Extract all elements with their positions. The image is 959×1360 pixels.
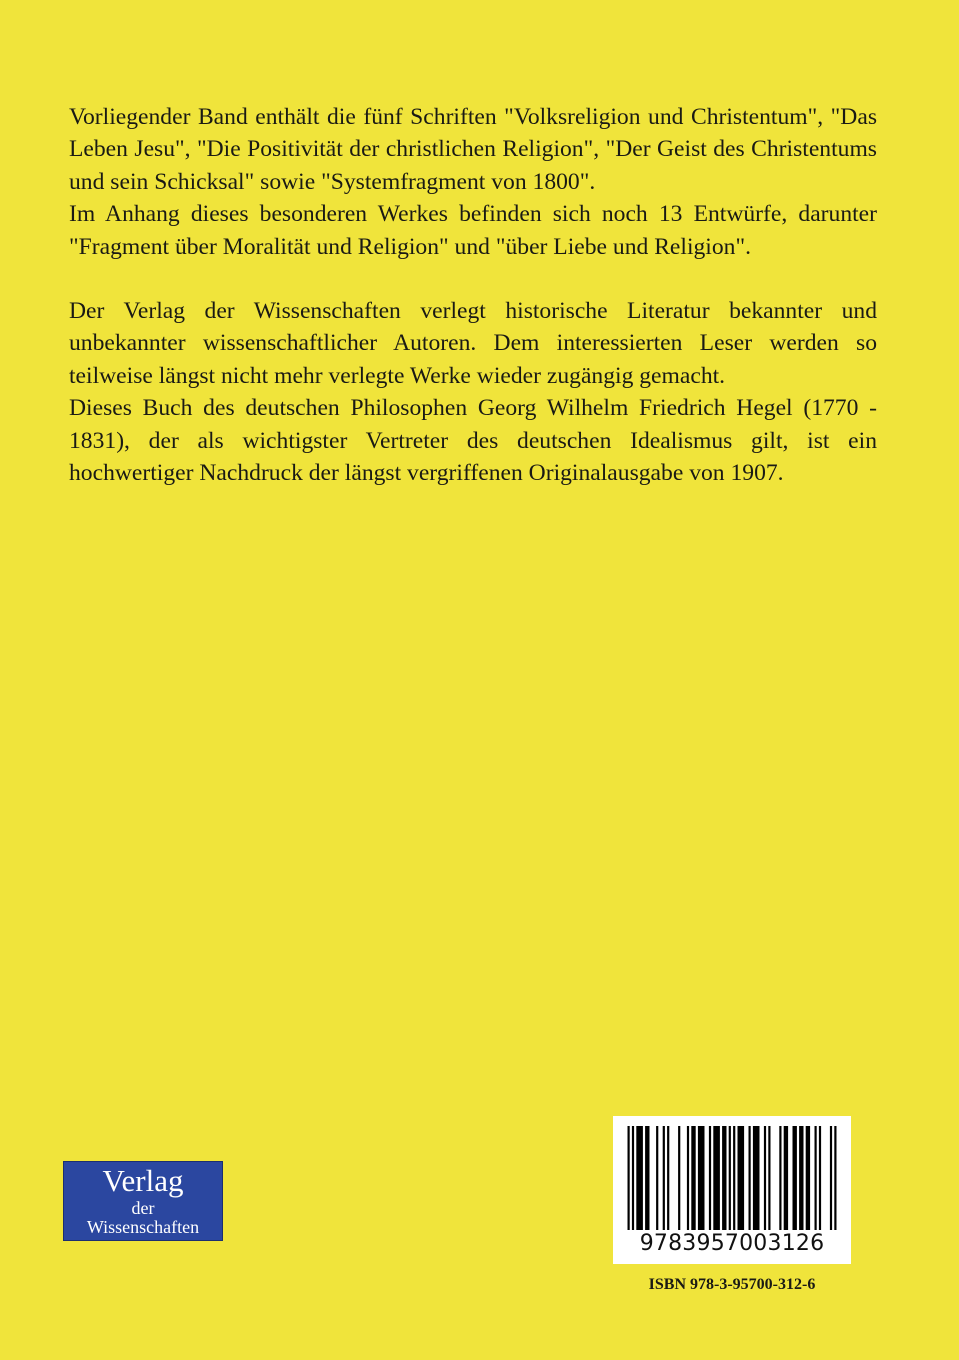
barcode-bar <box>687 1126 689 1230</box>
blurb-paragraph-contents: Vorliegender Band enthält die fünf Schriften "Volksreligion und Christentum", "Das Leben Jesu", "Die Positivität der christlichen Religion", "Der Geist des Christentums und sein Schicksal" sowie "Systemfragment von 1800". <box>69 104 877 195</box>
barcode-bar <box>713 1126 720 1230</box>
barcode-bar <box>784 1126 788 1230</box>
barcode-bar <box>729 1126 731 1230</box>
blurb-paragraph-book: Dieses Buch des deutschen Philosophen Georg Wilhelm Friedrich Hegel (1770 - 1831), der als wichtigster Vertreter des deutschen Idealismus gilt, ist ein hochwertiger Nachdruck der längst vergriffenen Originalausgabe von 1907. <box>69 395 877 487</box>
barcode-bar <box>819 1126 821 1230</box>
barcode-bar <box>678 1126 680 1230</box>
barcode-bar <box>768 1126 770 1230</box>
blurb-paragraph-appendix: Im Anhang dieses besonderen Werkes befinden sich noch 13 Entwürfe, darunter "Fragment über Moralität und Religion" und "über Liebe und Religion". <box>69 201 877 260</box>
barcode-bar <box>656 1126 658 1230</box>
logo-text-der: der <box>131 1198 155 1218</box>
publisher-logo <box>63 1161 223 1241</box>
logo-text-wissenschaften: Wissenschaften <box>86 1217 200 1237</box>
barcode-bar <box>779 1126 781 1230</box>
barcode-bar <box>663 1126 665 1230</box>
barcode-bar <box>738 1126 745 1230</box>
barcode-bar <box>691 1126 695 1230</box>
barcode <box>613 1116 851 1264</box>
barcode-bar <box>636 1126 643 1230</box>
blurb-paragraph-publisher: Der Verlag der Wissenschaften verlegt historische Literatur bekannter und unbekannter wissenschaftlicher Autoren. Dem interessierten Leser werden so teilweise längst nicht mehr verlegte Werke wieder zugängig gemacht. <box>69 298 877 389</box>
barcode-bars <box>613 1116 851 1232</box>
barcode-bar <box>698 1126 705 1230</box>
barcode-bar <box>709 1126 711 1230</box>
barcode-bar <box>753 1126 760 1230</box>
logo-text-verlag: Verlag <box>102 1163 184 1198</box>
barcode-bar <box>764 1126 766 1230</box>
barcode-bar <box>830 1126 832 1230</box>
barcode-bar <box>733 1126 735 1230</box>
barcode-bar <box>645 1126 649 1230</box>
barcode-bar <box>667 1126 669 1230</box>
barcode-bar <box>632 1126 634 1230</box>
barcode-bar <box>799 1126 803 1230</box>
barcode-bar <box>749 1126 751 1230</box>
barcode-bar <box>815 1126 817 1230</box>
cover-blurb <box>69 101 877 489</box>
barcode-bar <box>722 1126 726 1230</box>
barcode-bar <box>793 1126 797 1230</box>
barcode-digits: 9783957003126 <box>639 1231 825 1256</box>
barcode-bar <box>628 1126 630 1230</box>
barcode-bar <box>834 1126 836 1230</box>
paragraph-spacer <box>69 263 877 295</box>
barcode-bar <box>806 1126 810 1230</box>
isbn-label: ISBN 978-3-95700-312-6 <box>648 1276 816 1293</box>
